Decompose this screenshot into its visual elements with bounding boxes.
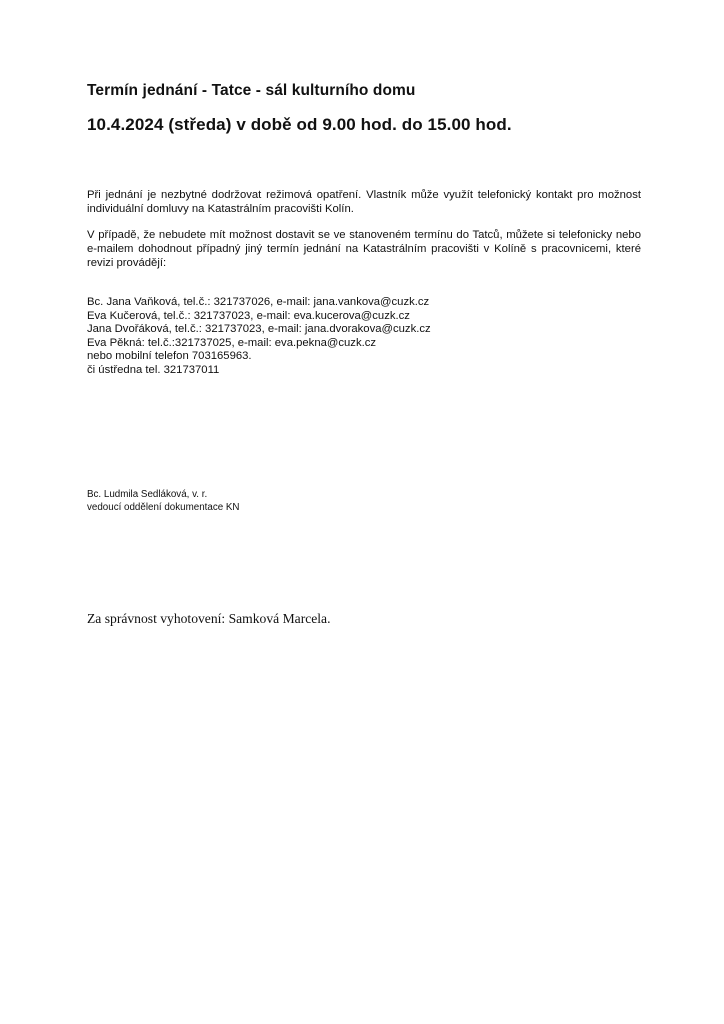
signature-block [87,489,240,514]
contact-line-dvorakova: Jana Dvořáková, tel.č.: 321737023, e-mail: jana.dvorakova@cuzk.cz [87,323,431,336]
verification-line: Za správnost vyhotovení: Samková Marcela. [87,611,331,626]
meeting-venue-heading: Termín jednání - Tatce - sál kulturního domu [87,82,416,99]
signature-name: Bc. Ludmila Sedláková, v. r. [87,489,208,500]
contact-line-kucerova: Eva Kučerová, tel.č.: 321737023, e-mail: eva.kucerova@cuzk.cz [87,309,410,322]
contact-line-vankova: Bc. Jana Vaňková, tel.č.: 321737026, e-mail: jana.vankova@cuzk.cz [87,296,430,308]
contact-line-switchboard: či ústředna tel. 321737011 [87,363,220,376]
contact-line-pekna: Eva Pěkná: tel.č.:321737025, e-mail: eva.pekna@cuzk.cz [87,336,377,349]
measures-paragraph: Při jednání je nezbytné dodržovat režimová opatření. Vlastník může využít telefonický kontakt pro možnost individuální domluvy na Katastrálním pracovišti Kolín. [87,189,641,215]
contact-line-mobile: nebo mobilní telefon 703165963. [87,350,252,363]
meeting-date-heading: 10.4.2024 (středa) v době od 9.00 hod. do 15.00 hod. [87,115,512,134]
contact-list [87,296,431,378]
signature-title: vedoucí oddělení dokumentace KN [87,501,240,513]
alternative-date-paragraph: V případě, že nebudete mít možnost dostavit se ve stanoveném termínu do Tatců, můžete si telefonicky nebo e-mailem dohodnout případný jiný termín jednání na Katastrálním pracovišti v Kolíně s pracovnicemi, které revizi provádějí: [87,229,641,269]
